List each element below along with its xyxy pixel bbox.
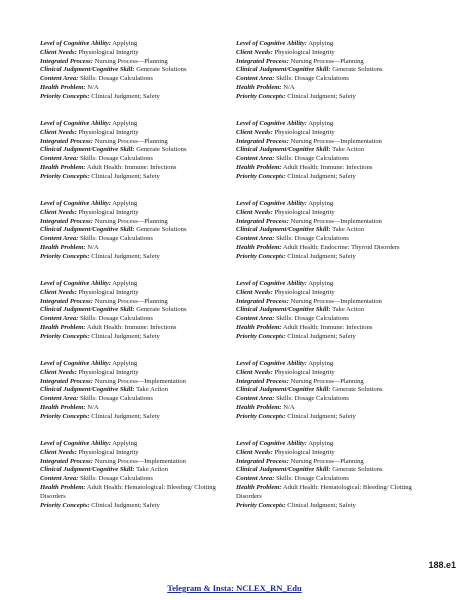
health-problem-line <box>236 324 426 333</box>
cognitive-level-label: Level of Cognitive Ability: <box>40 200 111 207</box>
left-column <box>40 40 240 520</box>
cognitive-level-label: Level of Cognitive Ability: <box>236 440 307 447</box>
client-needs-line <box>236 369 436 378</box>
client-needs-line <box>40 209 240 218</box>
clinical-judgment-line <box>236 386 436 395</box>
rationale-metadata-block <box>40 440 240 520</box>
integrated-process-label: Integrated Process: <box>236 297 289 305</box>
priority-concepts-line <box>40 502 240 511</box>
integrated-process-line <box>40 298 240 307</box>
integrated-process-value: Nursing Process—Implementation <box>94 457 186 465</box>
priority-concepts-line <box>236 333 436 342</box>
client-needs-label: Client Needs: <box>40 368 77 376</box>
content-area-line <box>236 475 436 484</box>
integrated-process-label: Integrated Process: <box>40 377 93 385</box>
integrated-process-line <box>40 58 240 67</box>
health-problem-value: N/A <box>283 403 295 411</box>
health-problem-line <box>236 484 426 502</box>
cognitive-level-label: Level of Cognitive Ability: <box>40 280 111 287</box>
priority-concepts-label: Priority Concepts: <box>236 412 286 420</box>
priority-concepts-line <box>40 413 240 422</box>
content-area-value: Skills: Dosage Calculations <box>80 315 153 323</box>
content-area-label: Content Area: <box>236 75 275 83</box>
priority-concepts-label: Priority Concepts: <box>40 501 90 509</box>
content-area-label: Content Area: <box>40 315 79 323</box>
rationale-metadata-block <box>40 360 240 440</box>
integrated-process-line <box>236 458 436 467</box>
clinical-judgment-label: Clinical Judgment/Cognitive Skill: <box>236 386 331 394</box>
client-needs-line <box>236 129 436 138</box>
priority-concepts-label: Priority Concepts: <box>236 172 286 180</box>
integrated-process-line <box>236 218 436 227</box>
priority-concepts-value: Clinical Judgment; Safety <box>91 412 160 420</box>
cognitive-level-value: Applying <box>112 440 138 447</box>
right-column <box>236 40 436 520</box>
content-area-label: Content Area: <box>236 395 275 403</box>
clinical-judgment-line <box>236 66 436 75</box>
priority-concepts-line <box>236 93 436 102</box>
health-problem-label: Health Problem: <box>236 483 282 491</box>
client-needs-value: Physiological Integrity <box>274 48 335 56</box>
priority-concepts-line <box>236 173 436 182</box>
client-needs-line <box>236 449 436 458</box>
health-problem-value: Adult Health: Immune: Infections <box>282 163 373 171</box>
cognitive-level-value: Applying <box>112 200 138 207</box>
cognitive-level-line <box>236 360 436 369</box>
client-needs-line <box>40 369 240 378</box>
integrated-process-value: Nursing Process—Implementation <box>290 297 382 305</box>
content-area-value: Skills: Dosage Calculations <box>276 395 349 403</box>
integrated-process-value: Nursing Process—Planning <box>290 377 364 385</box>
cognitive-level-line <box>236 200 436 209</box>
health-problem-value: Adult Health: Immune: Infections <box>86 323 177 331</box>
integrated-process-label: Integrated Process: <box>236 57 289 65</box>
client-needs-value: Physiological Integrity <box>274 208 335 216</box>
content-area-label: Content Area: <box>236 315 275 323</box>
clinical-judgment-line <box>40 226 240 235</box>
cognitive-level-line <box>236 440 436 449</box>
clinical-judgment-label: Clinical Judgment/Cognitive Skill: <box>236 466 331 474</box>
content-area-value: Skills: Dosage Calculations <box>80 75 153 83</box>
integrated-process-label: Integrated Process: <box>40 57 93 65</box>
priority-concepts-value: Clinical Judgment; Safety <box>287 92 356 100</box>
priority-concepts-value: Clinical Judgment; Safety <box>287 172 356 180</box>
content-area-value: Skills: Dosage Calculations <box>80 395 153 403</box>
health-problem-value: N/A <box>283 83 295 91</box>
content-area-line <box>40 235 240 244</box>
content-area-line <box>236 395 436 404</box>
content-area-value: Skills: Dosage Calculations <box>276 475 349 483</box>
content-area-value: Skills: Dosage Calculations <box>80 235 153 243</box>
client-needs-value: Physiological Integrity <box>274 128 335 136</box>
priority-concepts-value: Clinical Judgment; Safety <box>287 332 356 340</box>
content-area-value: Skills: Dosage Calculations <box>276 235 349 243</box>
cognitive-level-value: Applying <box>308 40 334 47</box>
client-needs-label: Client Needs: <box>40 448 77 456</box>
content-area-label: Content Area: <box>40 475 79 483</box>
rationale-metadata-block <box>236 440 436 520</box>
priority-concepts-value: Clinical Judgment; Safety <box>91 501 160 509</box>
rationale-metadata-block <box>40 40 240 120</box>
priority-concepts-line <box>236 253 436 262</box>
client-needs-label: Client Needs: <box>40 288 77 296</box>
client-needs-label: Client Needs: <box>236 448 273 456</box>
integrated-process-line <box>40 138 240 147</box>
clinical-judgment-line <box>40 386 240 395</box>
integrated-process-value: Nursing Process—Planning <box>94 297 168 305</box>
priority-concepts-value: Clinical Judgment; Safety <box>91 92 160 100</box>
health-problem-label: Health Problem: <box>236 83 282 91</box>
clinical-judgment-value: Generate Solutions <box>332 386 383 394</box>
content-area-label: Content Area: <box>40 235 79 243</box>
clinical-judgment-line <box>40 306 240 315</box>
rationale-metadata-block <box>40 200 240 280</box>
clinical-judgment-line <box>236 226 436 235</box>
page-number: 188.e1 <box>428 560 456 570</box>
clinical-judgment-value: Take Action <box>332 146 365 154</box>
integrated-process-label: Integrated Process: <box>40 297 93 305</box>
priority-concepts-label: Priority Concepts: <box>236 92 286 100</box>
priority-concepts-value: Clinical Judgment; Safety <box>287 412 356 420</box>
clinical-judgment-line <box>40 66 240 75</box>
client-needs-value: Physiological Integrity <box>78 48 139 56</box>
cognitive-level-value: Applying <box>308 200 334 207</box>
rationale-metadata-block <box>236 360 436 440</box>
cognitive-level-value: Applying <box>308 120 334 127</box>
clinical-judgment-label: Clinical Judgment/Cognitive Skill: <box>40 146 135 154</box>
cognitive-level-value: Applying <box>112 120 138 127</box>
integrated-process-line <box>236 58 436 67</box>
cognitive-level-line <box>40 40 240 49</box>
health-problem-label: Health Problem: <box>236 403 282 411</box>
integrated-process-line <box>40 378 240 387</box>
cognitive-level-label: Level of Cognitive Ability: <box>236 120 307 127</box>
cognitive-level-line <box>40 280 240 289</box>
integrated-process-label: Integrated Process: <box>236 377 289 385</box>
health-problem-value: N/A <box>87 83 99 91</box>
priority-concepts-label: Priority Concepts: <box>236 501 286 509</box>
integrated-process-line <box>40 218 240 227</box>
health-problem-value: Adult Health: Hematological: Bleeding/ Clotting Disorders <box>40 483 216 500</box>
client-needs-line <box>40 129 240 138</box>
content-area-line <box>236 315 436 324</box>
health-problem-line <box>40 164 230 173</box>
health-problem-line <box>40 404 230 413</box>
cognitive-level-value: Applying <box>308 360 334 367</box>
cognitive-level-line <box>40 200 240 209</box>
integrated-process-line <box>236 378 436 387</box>
clinical-judgment-label: Clinical Judgment/Cognitive Skill: <box>236 66 331 74</box>
clinical-judgment-value: Take Action <box>136 386 169 394</box>
integrated-process-value: Nursing Process—Implementation <box>290 137 382 145</box>
clinical-judgment-value: Generate Solutions <box>136 306 187 314</box>
integrated-process-value: Nursing Process—Planning <box>290 57 364 65</box>
content-area-line <box>40 395 240 404</box>
integrated-process-value: Nursing Process—Implementation <box>290 217 382 225</box>
integrated-process-value: Nursing Process—Implementation <box>94 377 186 385</box>
health-problem-line <box>40 84 230 93</box>
content-area-line <box>40 75 240 84</box>
client-needs-value: Physiological Integrity <box>78 448 139 456</box>
clinical-judgment-line <box>236 466 436 475</box>
integrated-process-line <box>40 458 240 467</box>
client-needs-label: Client Needs: <box>40 208 77 216</box>
cognitive-level-label: Level of Cognitive Ability: <box>40 360 111 367</box>
cognitive-level-line <box>236 120 436 129</box>
clinical-judgment-value: Generate Solutions <box>332 466 383 474</box>
clinical-judgment-value: Take Action <box>136 466 169 474</box>
client-needs-line <box>236 289 436 298</box>
health-problem-label: Health Problem: <box>40 163 86 171</box>
integrated-process-label: Integrated Process: <box>236 137 289 145</box>
client-needs-label: Client Needs: <box>236 48 273 56</box>
priority-concepts-line <box>40 93 240 102</box>
integrated-process-label: Integrated Process: <box>40 137 93 145</box>
client-needs-label: Client Needs: <box>40 128 77 136</box>
clinical-judgment-line <box>236 306 436 315</box>
health-problem-label: Health Problem: <box>236 243 282 251</box>
integrated-process-value: Nursing Process—Planning <box>94 217 168 225</box>
health-problem-value: Adult Health: Immune: Infections <box>86 163 177 171</box>
cognitive-level-label: Level of Cognitive Ability: <box>236 40 307 47</box>
health-problem-label: Health Problem: <box>40 243 86 251</box>
client-needs-value: Physiological Integrity <box>78 288 139 296</box>
cognitive-level-value: Applying <box>112 280 138 287</box>
clinical-judgment-value: Generate Solutions <box>136 66 187 74</box>
clinical-judgment-label: Clinical Judgment/Cognitive Skill: <box>236 146 331 154</box>
priority-concepts-label: Priority Concepts: <box>40 252 90 260</box>
client-needs-label: Client Needs: <box>236 288 273 296</box>
cognitive-level-line <box>40 440 240 449</box>
cognitive-level-value: Applying <box>112 40 138 47</box>
rationale-metadata-block <box>236 120 436 200</box>
priority-concepts-label: Priority Concepts: <box>40 332 90 340</box>
priority-concepts-label: Priority Concepts: <box>40 92 90 100</box>
health-problem-line <box>236 404 426 413</box>
content-area-label: Content Area: <box>40 155 79 163</box>
content-area-line <box>40 475 240 484</box>
integrated-process-label: Integrated Process: <box>40 457 93 465</box>
health-problem-line <box>236 84 426 93</box>
clinical-judgment-value: Generate Solutions <box>136 226 187 234</box>
priority-concepts-line <box>236 413 436 422</box>
priority-concepts-line <box>40 333 240 342</box>
health-problem-value: N/A <box>87 243 99 251</box>
client-needs-label: Client Needs: <box>40 48 77 56</box>
cognitive-level-label: Level of Cognitive Ability: <box>40 40 111 47</box>
client-needs-line <box>236 49 436 58</box>
clinical-judgment-label: Clinical Judgment/Cognitive Skill: <box>236 306 331 314</box>
cognitive-level-line <box>40 120 240 129</box>
priority-concepts-value: Clinical Judgment; Safety <box>287 252 356 260</box>
clinical-judgment-value: Take Action <box>332 306 365 314</box>
clinical-judgment-label: Clinical Judgment/Cognitive Skill: <box>40 226 135 234</box>
client-needs-label: Client Needs: <box>236 208 273 216</box>
client-needs-line <box>40 49 240 58</box>
rationale-metadata-block <box>236 200 436 280</box>
content-area-label: Content Area: <box>236 475 275 483</box>
cognitive-level-line <box>236 40 436 49</box>
priority-concepts-label: Priority Concepts: <box>236 252 286 260</box>
client-needs-label: Client Needs: <box>236 368 273 376</box>
clinical-judgment-value: Generate Solutions <box>136 146 187 154</box>
client-needs-value: Physiological Integrity <box>78 368 139 376</box>
content-area-value: Skills: Dosage Calculations <box>276 315 349 323</box>
health-problem-line <box>40 244 230 253</box>
rationale-metadata-block <box>236 280 436 360</box>
clinical-judgment-line <box>40 146 240 155</box>
clinical-judgment-label: Clinical Judgment/Cognitive Skill: <box>236 226 331 234</box>
health-problem-label: Health Problem: <box>236 323 282 331</box>
health-problem-line <box>236 164 426 173</box>
content-area-value: Skills: Dosage Calculations <box>80 155 153 163</box>
health-problem-line <box>236 244 426 253</box>
integrated-process-line <box>236 298 436 307</box>
client-needs-value: Physiological Integrity <box>274 448 335 456</box>
cognitive-level-label: Level of Cognitive Ability: <box>40 120 111 127</box>
cognitive-level-label: Level of Cognitive Ability: <box>236 200 307 207</box>
clinical-judgment-line <box>40 466 240 475</box>
priority-concepts-label: Priority Concepts: <box>236 332 286 340</box>
content-area-value: Skills: Dosage Calculations <box>80 475 153 483</box>
rationale-metadata-block <box>40 280 240 360</box>
cognitive-level-value: Applying <box>308 440 334 447</box>
cognitive-level-line <box>236 280 436 289</box>
health-problem-value: Adult Health: Immune: Infections <box>282 323 373 331</box>
health-problem-value: N/A <box>87 403 99 411</box>
client-needs-line <box>40 449 240 458</box>
cognitive-level-value: Applying <box>308 280 334 287</box>
content-area-label: Content Area: <box>236 155 275 163</box>
client-needs-value: Physiological Integrity <box>274 368 335 376</box>
client-needs-line <box>40 289 240 298</box>
cognitive-level-line <box>40 360 240 369</box>
content-area-line <box>236 235 436 244</box>
clinical-judgment-value: Take Action <box>332 226 365 234</box>
client-needs-value: Physiological Integrity <box>78 208 139 216</box>
content-area-line <box>236 75 436 84</box>
integrated-process-line <box>236 138 436 147</box>
clinical-judgment-label: Clinical Judgment/Cognitive Skill: <box>40 386 135 394</box>
footer-link[interactable]: Telegram & Insta: NCLEX_RN_Edu <box>167 583 302 593</box>
integrated-process-label: Integrated Process: <box>236 457 289 465</box>
content-area-label: Content Area: <box>236 235 275 243</box>
clinical-judgment-label: Clinical Judgment/Cognitive Skill: <box>40 66 135 74</box>
priority-concepts-line <box>40 253 240 262</box>
priority-concepts-line <box>40 173 240 182</box>
priority-concepts-value: Clinical Judgment; Safety <box>91 332 160 340</box>
priority-concepts-value: Clinical Judgment; Safety <box>91 252 160 260</box>
priority-concepts-label: Priority Concepts: <box>40 412 90 420</box>
cognitive-level-label: Level of Cognitive Ability: <box>236 280 307 287</box>
health-problem-label: Health Problem: <box>40 323 86 331</box>
rationale-metadata-block <box>236 40 436 120</box>
content-area-label: Content Area: <box>40 75 79 83</box>
rationale-metadata-block <box>40 120 240 200</box>
client-needs-label: Client Needs: <box>236 128 273 136</box>
health-problem-label: Health Problem: <box>40 483 86 491</box>
priority-concepts-label: Priority Concepts: <box>40 172 90 180</box>
health-problem-label: Health Problem: <box>236 163 282 171</box>
client-needs-value: Physiological Integrity <box>78 128 139 136</box>
integrated-process-label: Integrated Process: <box>236 217 289 225</box>
cognitive-level-label: Level of Cognitive Ability: <box>40 440 111 447</box>
client-needs-value: Physiological Integrity <box>274 288 335 296</box>
integrated-process-value: Nursing Process—Planning <box>94 137 168 145</box>
priority-concepts-line <box>236 502 436 511</box>
priority-concepts-value: Clinical Judgment; Safety <box>91 172 160 180</box>
clinical-judgment-label: Clinical Judgment/Cognitive Skill: <box>40 466 135 474</box>
health-problem-line <box>40 324 230 333</box>
health-problem-label: Health Problem: <box>40 83 86 91</box>
integrated-process-label: Integrated Process: <box>40 217 93 225</box>
priority-concepts-value: Clinical Judgment; Safety <box>287 501 356 509</box>
health-problem-line <box>40 484 230 502</box>
content-area-line <box>40 315 240 324</box>
integrated-process-value: Nursing Process—Planning <box>290 457 364 465</box>
clinical-judgment-label: Clinical Judgment/Cognitive Skill: <box>40 306 135 314</box>
health-problem-value: Adult Health: Hematological: Bleeding/ Clotting Disorders <box>236 483 412 500</box>
content-area-label: Content Area: <box>40 395 79 403</box>
content-area-value: Skills: Dosage Calculations <box>276 155 349 163</box>
health-problem-value: Adult Health: Endocrine: Thyroid Disorders <box>282 243 400 251</box>
integrated-process-value: Nursing Process—Planning <box>94 57 168 65</box>
clinical-judgment-line <box>236 146 436 155</box>
client-needs-line <box>236 209 436 218</box>
content-area-line <box>236 155 436 164</box>
cognitive-level-value: Applying <box>112 360 138 367</box>
content-area-line <box>40 155 240 164</box>
cognitive-level-label: Level of Cognitive Ability: <box>236 360 307 367</box>
content-area-value: Skills: Dosage Calculations <box>276 75 349 83</box>
clinical-judgment-value: Generate Solutions <box>332 66 383 74</box>
health-problem-label: Health Problem: <box>40 403 86 411</box>
